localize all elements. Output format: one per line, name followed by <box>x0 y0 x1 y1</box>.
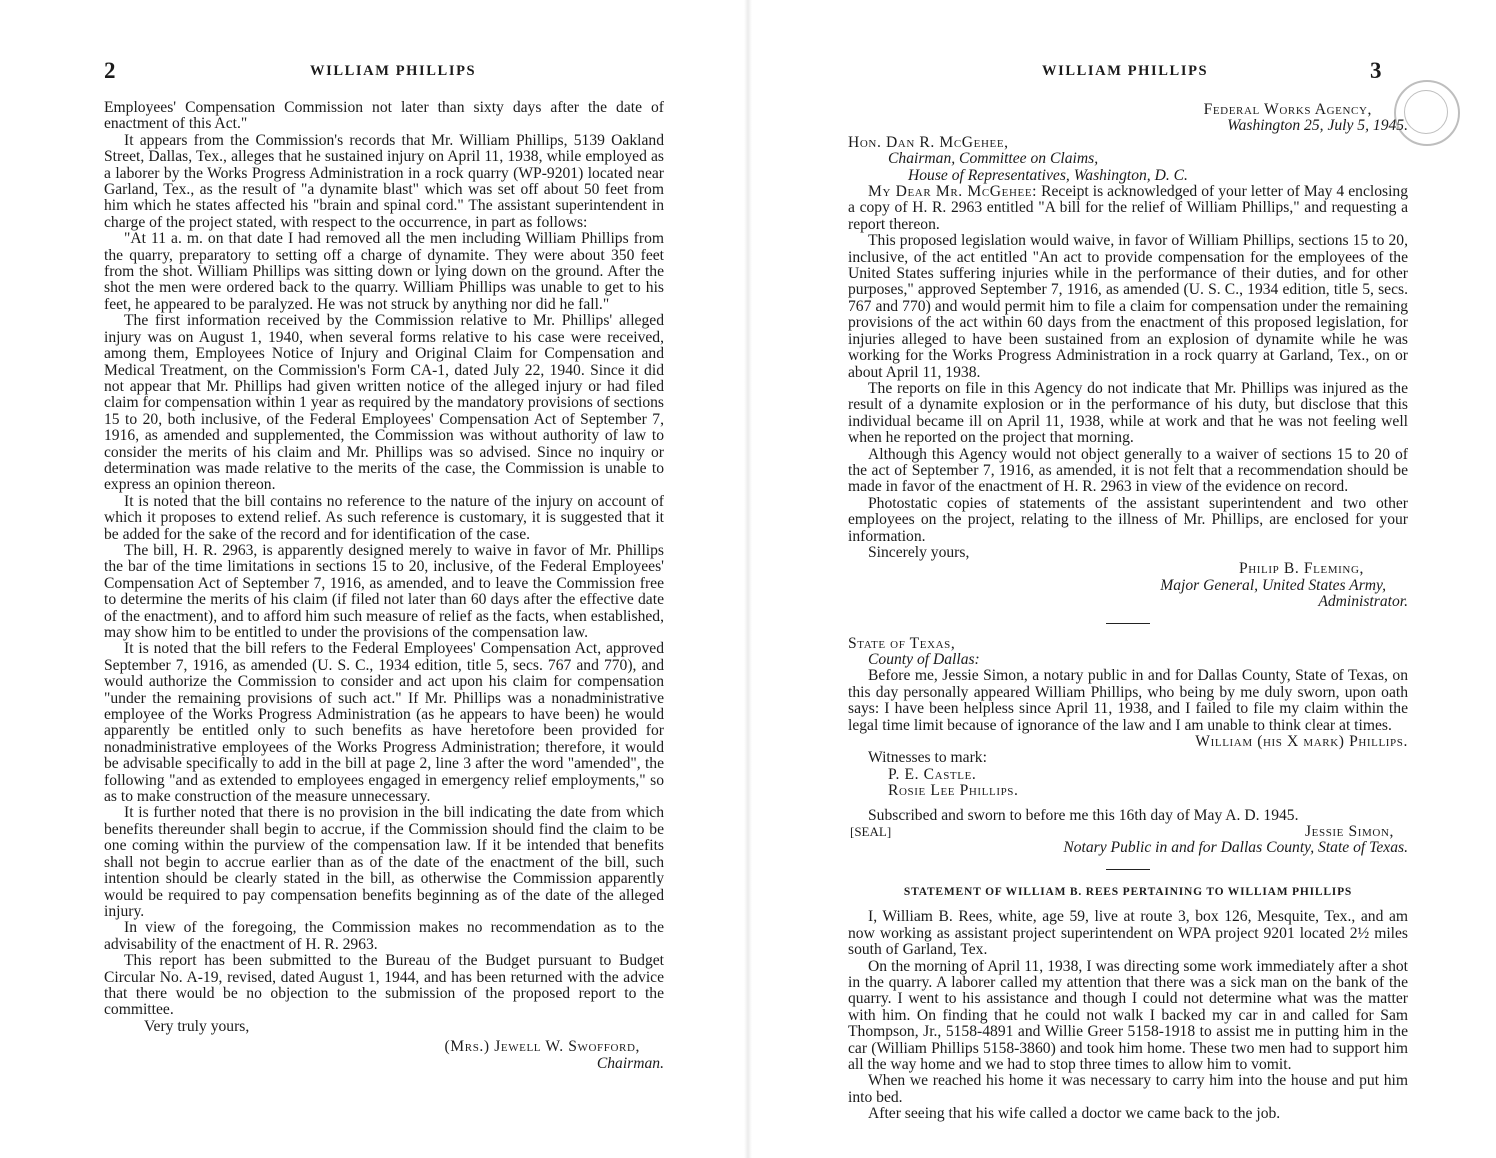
closing: Very truly yours, <box>144 1017 250 1035</box>
witness-name: P. E. Castle. <box>888 765 977 783</box>
letter-paragraph: The reports on file in this Agency do not indicate that Mr. Phillips was injured as the result of a dynamite explosion or in the performance of his duty, but disclose that this individual became ill on April 11, 1938, while at work and that he was not feeling well when he reported on the project that morning. <box>848 379 1408 447</box>
affidavit-county: County of Dallas: <box>868 651 980 668</box>
report-body <box>104 100 664 1072</box>
witness-name: Rosie Lee Phillips. <box>888 782 1019 800</box>
addressee-title: Chairman, Committee on Claims, <box>888 150 1099 168</box>
section-divider <box>1106 869 1150 870</box>
subscribed-line: Subscribed and sworn to before me this 16th day of May A. D. 1945. <box>868 806 1299 824</box>
signer-title: Chairman. <box>596 1054 664 1072</box>
letter-paragraph: My Dear Mr. McGehee: Receipt is acknowledged of your letter of May 4 enclosing a copy of H. R. 2963 entitled "A bill for the relief of William Phillips," and requesting a report thereon. <box>848 183 1408 233</box>
letter-paragraph: Although this Agency would not object generally to a waiver of sections 15 to 20 of the act of September 7, 1916, as amended, it is not felt that a recommendation should be made in favor of the enactment of H. R. 2963 in view of the evidence on record. <box>848 445 1408 496</box>
addressee-org: House of Representatives, Washington, D. C. <box>908 166 1188 184</box>
page-gutter <box>744 0 752 1158</box>
signer-title: Administrator. <box>1318 593 1408 611</box>
salutation: My Dear Mr. McGehee: <box>868 183 1038 201</box>
page-number: 2 <box>104 58 117 83</box>
affidavit-state: State of Texas, <box>848 634 956 652</box>
statement-paragraph: I, William B. Rees, white, age 59, live at route 3, box 126, Mesquite, Tex., and am now working as assistant project superintendent on WPA project 9201 located 2½ miles south of Garland, Tex. <box>848 908 1408 959</box>
letter-paragraph: Photostatic copies of statements of the assistant superintendent and two other employees on the project, relating to the illness of Mr. Phillips, are enclosed for your information. <box>848 494 1408 545</box>
paragraph: It appears from the Commission's records that Mr. William Phillips, 5139 Oakland Street, Dallas, Tex., alleges that he sustained injury on April 11, 1938, while employed as a laborer by the Works Progress Administration in a rock quarry (WP-9201) located near Garland, Tex., as the result of "a dynamite blast" which was set off about 50 feet from him which he states affected his "brain and spinal cord." The assistant superintendent in charge of the project stated, with respect to the occurrence, in part as follows: <box>104 131 664 231</box>
statement-heading: STATEMENT OF WILLIAM B. REES PERTAINING TO WILLIAM PHILLIPS <box>903 885 1353 898</box>
paragraph: In view of the foregoing, the Commission makes no recommendation as to the advisability of the enactment of H. R. 2963. <box>104 919 664 953</box>
letterhead: Federal Works Agency, <box>1203 101 1372 118</box>
addressee-name: Hon. Dan R. McGehee, <box>848 133 1009 151</box>
signer-rank: Major General, United States Army, <box>1160 576 1386 594</box>
page-number: 3 <box>1370 58 1383 83</box>
paragraph: It is further noted that there is no provision in the bill indicating the date from which benefits thereunder shall begin to accrue, if the Commission should find the claim to be one coming within the purview of the compensation law. If it be intended that benefits shall not begin to accrue earlier than as of the date of the enactment of the bill, such intention should be clearly stated in the bill, as otherwise the Commission apparently would be required to pay compensation benefits beginning as of the date of the alleged injury. <box>104 804 664 920</box>
letter-body <box>848 102 1408 1123</box>
paragraph: It is noted that the bill refers to the Federal Employees' Compensation Act, approved September 7, 1916, as amended (U. S. C., 1934 edition, title 5, secs. 767 and 770), and would authorize the Commission to consider and act upon his claim for compensation "under the remaining provisions of such act." If Mr. Phillips was a nonadministrative employee of the Works Progress Administration (as he appears to have been) he would apparently be entitled only to such benefits as have heretofore been provided for nonadministrative employees of the Works Progress Administration; therefore, it would be advisable specifically to add in the bill at page 2, line 3 after the word "amended", the following "and as extended to employees engaged in emergency relief employments," so as to make construction of the measure unnecessary. <box>104 640 664 806</box>
signer-name: Philip B. Fleming, <box>1238 560 1364 578</box>
paragraph: The bill, H. R. 2963, is apparently designed merely to waive in favor of Mr. Phillips the bar of the time limitations in sections 15 to 20, inclusive, of the Federal Employees' Compensation Act of September 7, 1916, as amended, and to leave the Commission free to determine the merits of his claim (if filed not later than 60 days after the effective date of the enactment), and to afford him such measure of relief as the facts, when established, may show him to be entitled to under the provisions of the compensation law. <box>104 541 664 641</box>
dateline: Washington 25, July 5, 1945. <box>1227 117 1408 135</box>
affidavit-body: Before me, Jessie Simon, a notary public in and for Dallas County, State of Texas, on this day personally appeared William Phillips, who being by me duly sworn, upon oath says: I have been helpless since April 11, 1938, and I failed to file my claim within the legal time limit because of ignorance of the law and I am unable to think clear at times. <box>848 667 1408 734</box>
section-divider <box>1106 623 1150 624</box>
paragraph: It is noted that the bill contains no reference to the nature of the injury on account of which it proposes to extend relief. As such reference is customary, it is suggested that it be added for the sake of the record and for identification of the case. <box>104 492 664 543</box>
running-title: WILLIAM PHILLIPS <box>1042 63 1209 79</box>
page-right <box>752 0 1496 1158</box>
statement-paragraph: After seeing that his wife called a doctor we came back to the job. <box>868 1105 1281 1123</box>
seal-label: [SEAL] <box>850 824 892 840</box>
paragraph: The first information received by the Commission relative to Mr. Phillips' alleged injury was on August 1, 1940, when several forms relative to his case were received, among them, Employees Notice of Injury and Original Claim for Compensation and Medical Treatment, on the Commission's Form CA-1, dated July 22, 1940. Since it did not appear that Mr. Phillips had given written notice of the alleged injury or had filed claim for compensation within 1 year as required by the mandatory provisions of sections 15 to 20, both inclusive, of the Federal Employees' Compensation Act of September 7, 1916, as amended and supplemented, the Commission was without authority of law to consider the merits of his claim and Mr. Phillips was so advised. Since no inquiry or determination was made relative to the merits of the case, the Commission is unable to express an opinion thereon. <box>104 312 664 494</box>
quoted-paragraph: "At 11 a. m. on that date I had removed all the men including William Phillips from the quarry, preparatory to setting off a charge of dynamite. They were about 350 feet from the shot. William Phillips was sitting down or lying down on the ground. After the shot the men were ordered back to the quarry. William Phillips was unable to get to his feet, he appeared to be paralyzed. He was not struck by anything nor did he fall." <box>104 230 664 313</box>
notary-title: Notary Public in and for Dallas County, State of Texas. <box>1063 839 1408 857</box>
notary-name: Jessie Simon, <box>1304 823 1394 841</box>
closing: Sincerely yours, <box>868 543 970 561</box>
paragraph: This report has been submitted to the Bureau of the Budget pursuant to Budget Circular No. A-19, revised, dated August 1, 1944, and has been returned with the advice that there would be no objection to the submission of the proposed report to the committee. <box>104 952 664 1019</box>
letter-paragraph: This proposed legislation would waive, in favor of William Phillips, sections 15 to 20, inclusive, of the act entitled "An act to provide compensation for the employees of the United States suffering injuries while in the performance of their duties, and for other purposes," approved September 7, 1916, as amended (U. S. C., 1934 edition, title 5, secs. 767 and 770) and would permit him to file a claim for compensation under the remaining provisions of the act within 60 days from the enactment of this proposed legislation, for injuries alleged to have been sustained from an explosion of dynamite while he was working for the Works Progress Administration in a rock quarry at Garland, Tex., on or about April 11, 1938. <box>848 232 1408 381</box>
signer-name: (Mrs.) Jewell W. Swofford, <box>444 1038 640 1056</box>
running-title: WILLIAM PHILLIPS <box>310 63 477 79</box>
witnesses-label: Witnesses to mark: <box>868 749 987 767</box>
statement-paragraph: When we reached his home it was necessary to carry him into the house and put him into bed. <box>848 1072 1408 1106</box>
page-left <box>0 0 744 1158</box>
paragraph: Employees' Compensation Commission not later than sixty days after the date of enactment of this Act." <box>104 99 664 133</box>
statement-paragraph: On the morning of April 11, 1938, I was directing some work immediately after a shot in the quarry. A laborer called my attention that there was a sick man on the bank of the quarry. I went to his assistance and though I could not determine what was the matter with him. On finding that he could not walk I backed my car in and called for Sam Thompson, Jr., 5158-4891 and Willie Greer 5158-1918 to assist me in putting him in the car (William Phillips 5158-3860) and took him home. These two men had to support him all the way home and we had to stop three times to allow him to vomit. <box>848 957 1408 1073</box>
affiant-mark: William (his X mark) Phillips. <box>1195 733 1408 751</box>
